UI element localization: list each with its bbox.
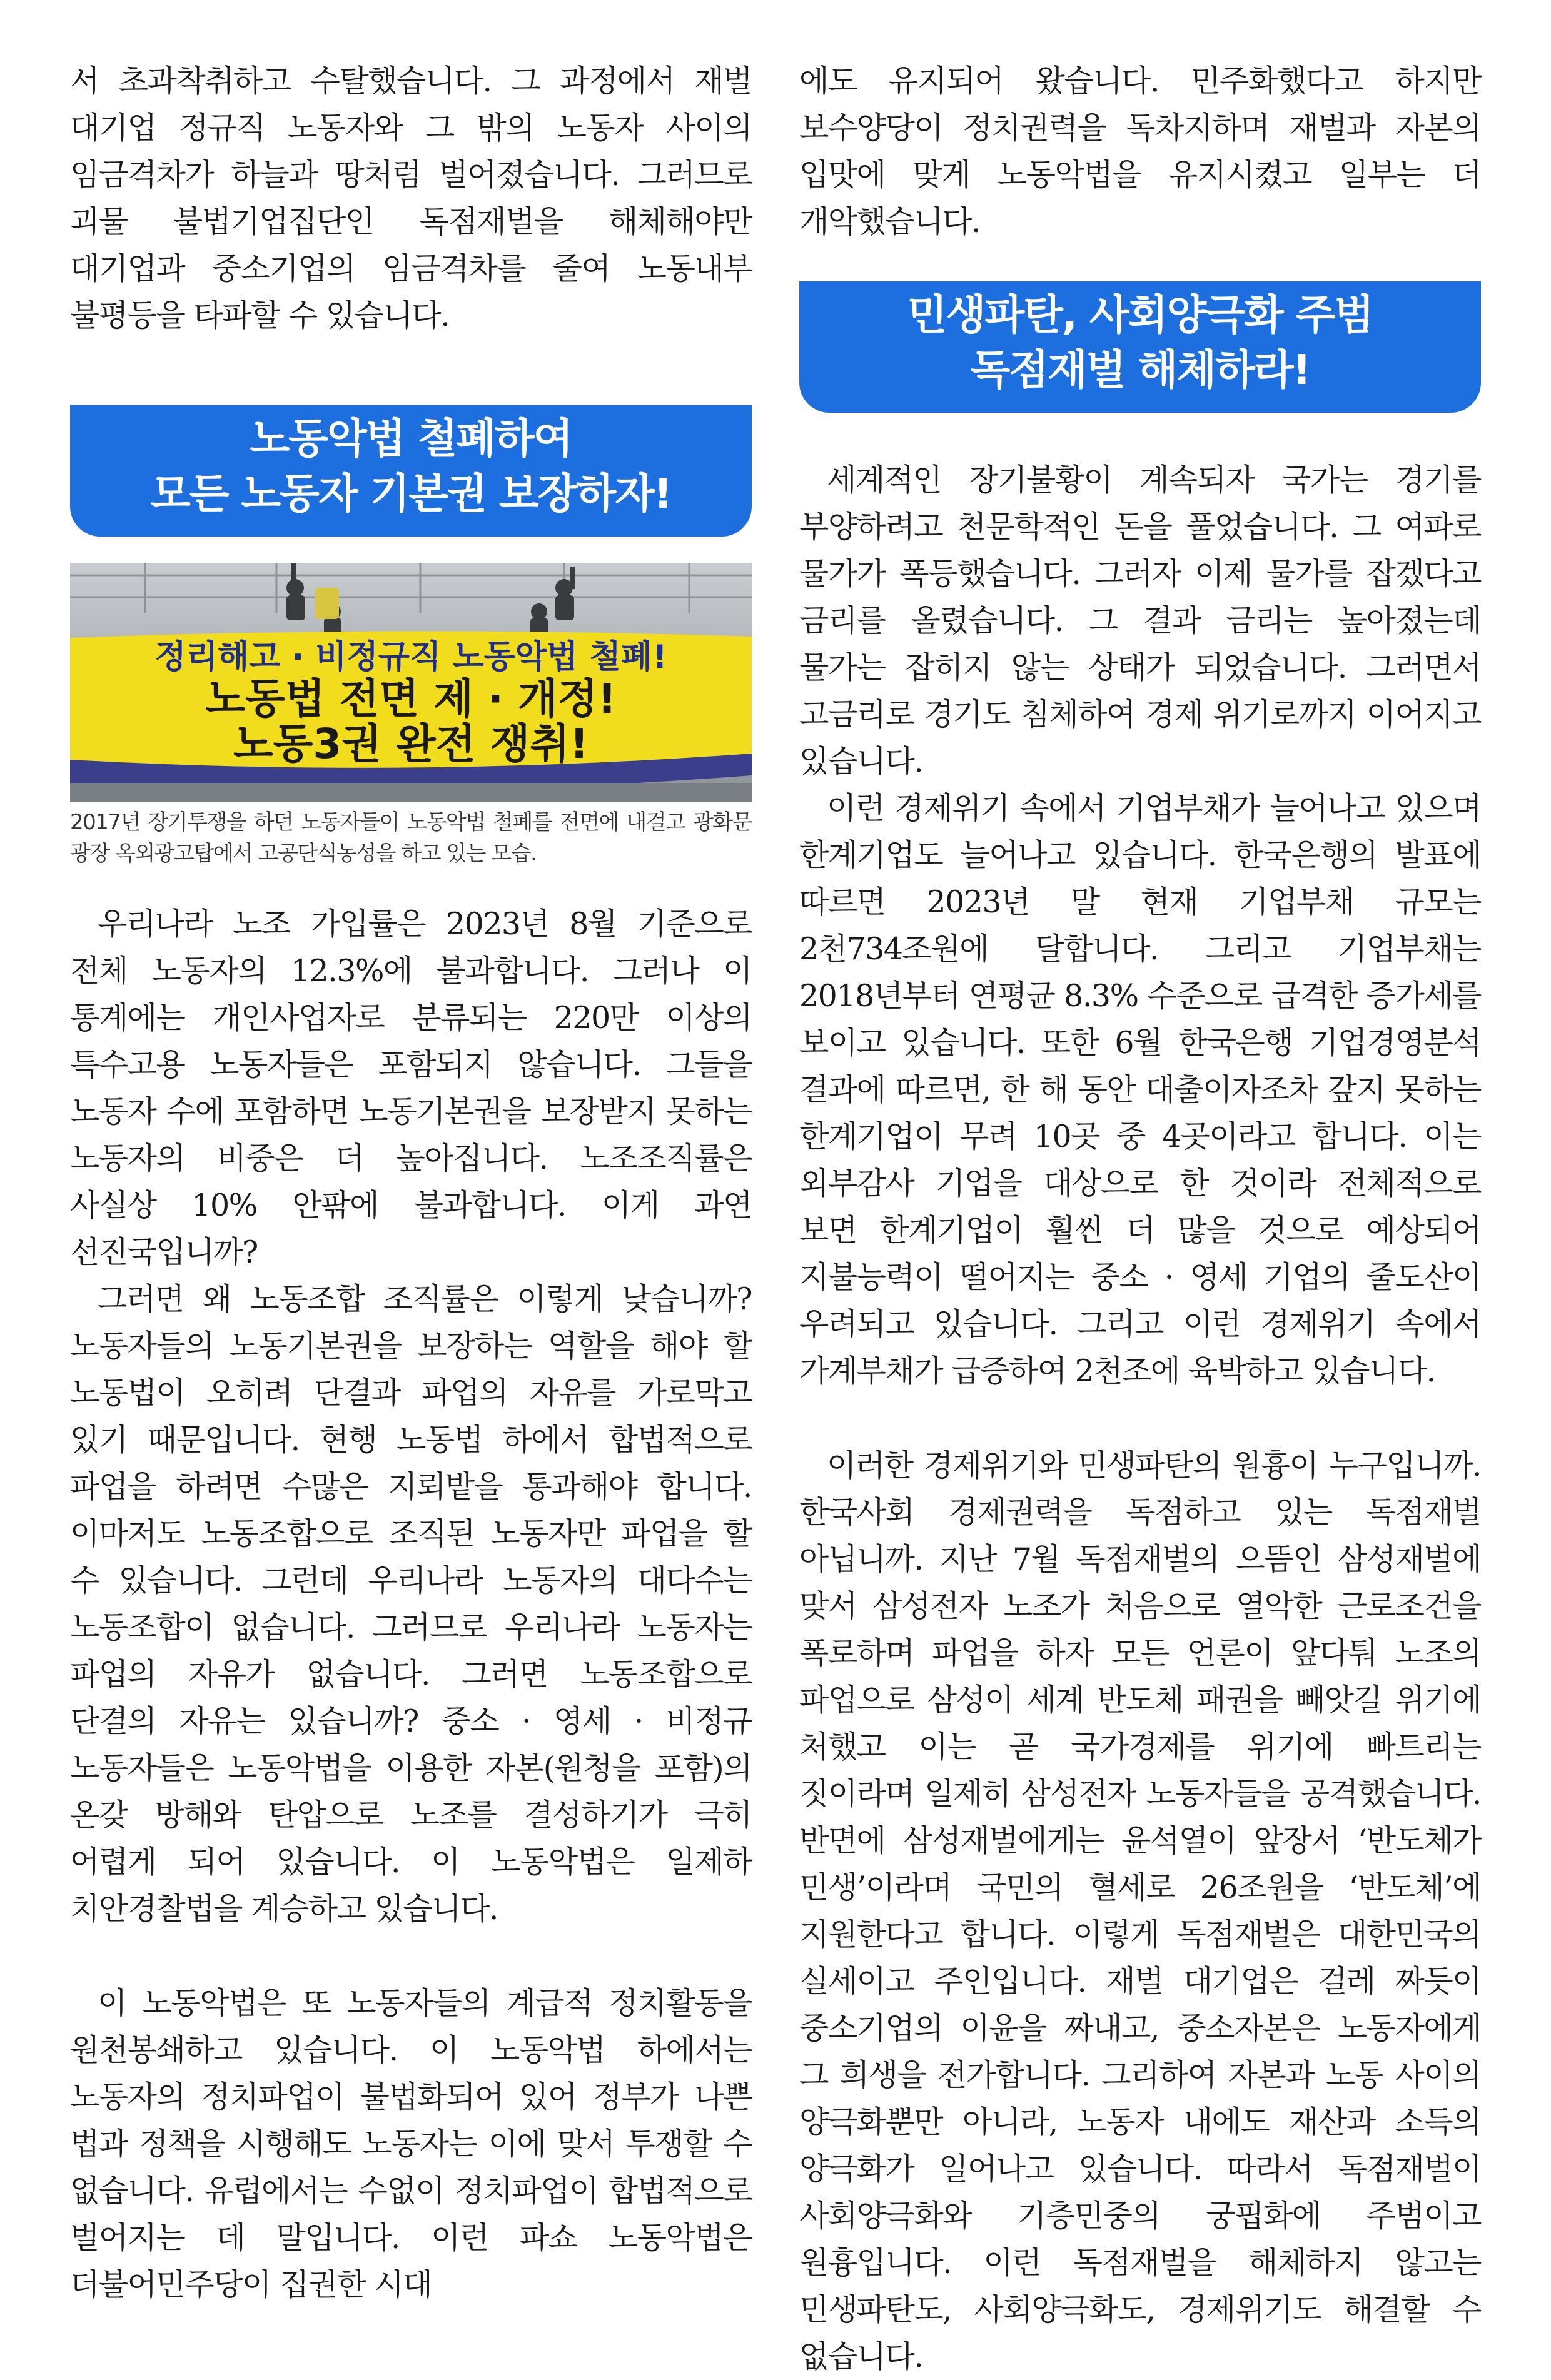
section-heading	[799, 281, 1481, 413]
body-paragraph: 이 노동악법은 또 노동자들의 계급적 정치활동을 원천봉쇄하고 있습니다. 이 노동악법 하에서는 노동자의 정치파업이 불법화되어 있어 정부가 나쁜 법과 정책을 시행해도 노동자는 이에 맞서 투쟁할 수 없습니다. 유럽에서는 수없이 정치파업이 합법적으로 벌어지는 데 말입니다. 이런 파쇼 노동악법은 더불어민주당이 집권한 시대	[70, 1985, 752, 2302]
heading-line: 노동악법 철폐하여	[250, 415, 572, 463]
section-heading	[70, 405, 752, 537]
heading-line: 민생파탄, 사회양극화 주범	[907, 291, 1373, 339]
body-paragraph: 서 초과착취하고 수탈했습니다. 그 과정에서 재벌 대기업 정규직 노동자와 그 밖의 노동자 사이의 임금격차가 하늘과 땅처럼 벌어졌습니다. 그러므로 괴물 불법기업집단인 독점재벌을 해체해야만 대기업과 중소기업의 임금격차를 줄여 노동내부 불평등을 타파할 수 있습니다.	[70, 63, 752, 333]
body-paragraph: 에도 유지되어 왔습니다. 민주화했다고 하지만 보수양당이 정치권력을 독차지하며 재벌과 자본의 입맛에 맞게 노동악법을 유지시켰고 일부는 더 개악했습니다.	[799, 63, 1481, 240]
banner-line-1: 정리해고 · 비정규직 노동악법 철폐!	[154, 638, 667, 676]
protest-photo-illustration	[70, 563, 752, 802]
right-column	[799, 58, 1481, 2380]
body-paragraph: 그러면 왜 노동조합 조직률은 이렇게 낮습니까? 노동자들의 노동기본권을 보장하는 역할을 해야 할 노동법이 오히려 단결과 파업의 자유를 가로막고 있기 때문입니다. 현행 노동법 하에서 합법적으로 파업을 하려면 수많은 지뢰밭을 통과해야 합니다. 이마저도 노동조합으로 조직된 노동자만 파업을 할 수 있습니다. 그런데 우리나라 노동자의 대다수는 노동조합이 없습니다. 그러므로 우리나라 노동자는 파업의 자유가 없습니다. 그러면 노동조합으로 단결의 자유는 있습니까? 중소 · 영세 · 비정규 노동자들은 노동악법을 이용한 자본(원청을 포함)의 온갖 방해와 탄압으로 노조를 결성하기가 극히 어렵게 되어 있습니다. 이 노동악법은 일제하 치안경찰법을 계승하고 있습니다.	[70, 1281, 752, 1927]
protest-photo	[70, 563, 752, 802]
paragraph-gap	[799, 1394, 1481, 1442]
heading-line: 독점재벌 해체하라!	[970, 346, 1310, 394]
banner-line-2: 노동법 전면 제 · 개정!	[205, 675, 617, 723]
body-paragraph: 세계적인 장기불황이 계속되자 국가는 경기를 부양하려고 천문학적인 돈을 풀었습니다. 그 여파로 물가가 폭등했습니다. 그러자 이제 물가를 잡겠다고 금리를 올렸습니다. 그 결과 금리는 높아졌는데 물가는 잡히지 않는 상태가 되었습니다. 그러면서 고금리로 경기도 침체하여 경제 위기로까지 이어지고 있습니다.	[799, 462, 1481, 779]
body-paragraph: 이런 경제위기 속에서 기업부채가 늘어나고 있으며 한계기업도 늘어나고 있습니다. 한국은행의 발표에 따르면 2023년 말 현재 기업부채 규모는 2천734조원에 달합니다. 그리고 기업부채는 2018년부터 연평균 8.3% 수준으로 급격한 증가세를 보이고 있습니다. 또한 6월 한국은행 기업경영분석 결과에 따르면, 한 해 동안 대출이자조차 갚지 못하는 한계기업이 무려 10곳 중 4곳이라고 합니다. 이는 외부감사 기업을 대상으로 한 것이라 전체적으로 보면 한계기업이 훨씬 더 많을 것으로 예상되어 지불능력이 떨어지는 중소 · 영세 기업의 줄도산이 우려되고 있습니다. 그리고 이런 경제위기 속에서 가계부채가 급증하여 2천조에 육박하고 있습니다.	[799, 790, 1481, 1389]
photo-caption: 2017년 장기투쟁을 하던 노동자들이 노동악법 철폐를 전면에 내걸고 광화문 광장 옥외광고탑에서 고공단식농성을 하고 있는 모습.	[70, 810, 752, 866]
body-paragraph: 이러한 경제위기와 민생파탄의 원흉이 누구입니까. 한국사회 경제권력을 독점하고 있는 독점재벌 아닙니까. 지난 7월 독점재벌의 으뜸인 삼성재벌에 맞서 삼성전자 노조가 처음으로 열악한 근로조건을 폭로하며 파업을 하자 모든 언론이 앞다퉈 노조의 파업으로 삼성이 세계 반도체 패권을 빼앗길 위기에 처했고 이는 곧 국가경제를 위기에 빠트리는 짓이라며 일제히 삼성전자 노동자들을 공격했습니다. 반면에 삼성재벌에게는 윤석열이 앞장서 ‘반도체가 민생’이라며 국민의 혈세로 26조원을 ‘반도체’에 지원한다고 합니다. 이렇게 독점재벌은 대한민국의 실세이고 주인입니다. 재벌 대기업은 걸레 짜듯이 중소기업의 이윤을 짜내고, 중소자본은 노동자에게 그 희생을 전가합니다. 그리하여 자본과 노동 사이의 양극화뿐만 아니라, 노동자 내에도 재산과 소득의 양극화가 일어나고 있습니다. 따라서 독점재벌이 사회양극화와 기층민중의 궁핍화에 주범이고 원흉입니다. 이런 독점재벌을 해체하지 않고는 민생파탄도, 사회양극화도, 경제위기도 해결할 수 없습니다.	[799, 1448, 1481, 2374]
left-column	[70, 58, 752, 2308]
heading-line: 모든 노동자 기본권 보장하자!	[150, 470, 672, 518]
paragraph-gap	[70, 1932, 752, 1980]
body-paragraph: 우리나라 노조 가입률은 2023년 8월 기준으로 전체 노동자의 12.3%에 불과합니다. 그러나 이 통계에는 개인사업자로 분류되는 220만 이상의 특수고용 노동자들은 포함되지 않습니다. 그들을 노동자 수에 포함하면 노동기본권을 보장받지 못하는 노동자의 비중은 더 높아집니다. 노조조직률은 사실상 10% 안팎에 불과합니다. 이게 과연 선진국입니까?	[70, 906, 752, 1270]
banner-line-3: 노동3권 완전 쟁취!	[233, 720, 589, 768]
